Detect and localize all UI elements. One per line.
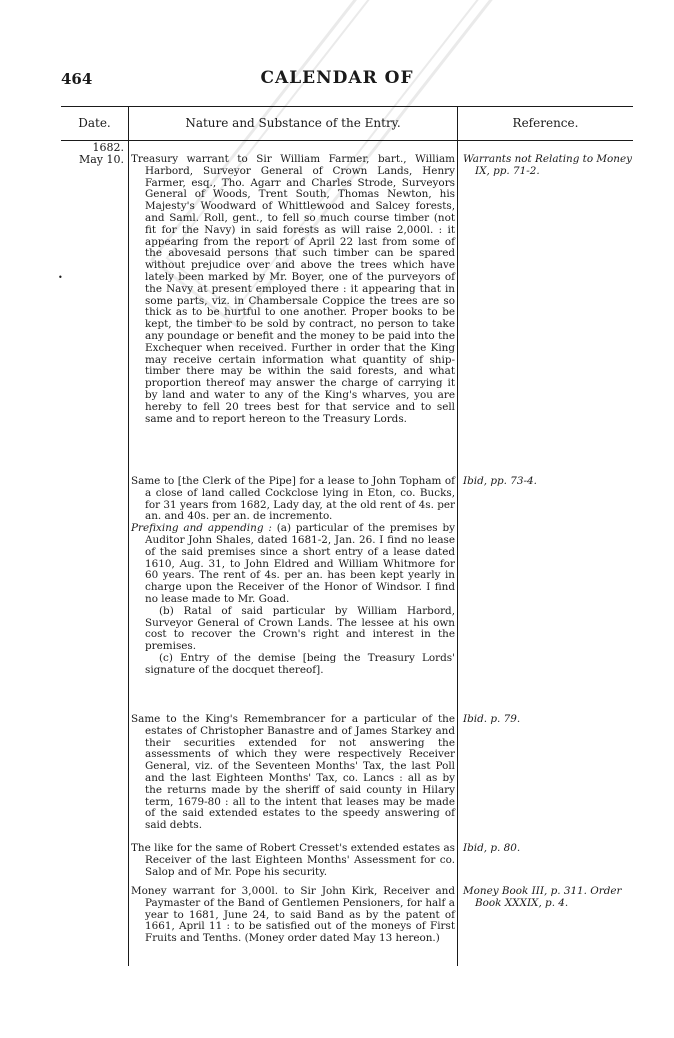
- reference-3: Ibid. p. 79.: [463, 713, 521, 725]
- running-head: CALENDAR OF: [260, 68, 414, 88]
- entry-2-prefix-a: (a) particular of the premises by Auditor John Shales, dated 1681-2, Jan. 26. I find no lease of the said premises since a short entry of a lease dated 1610, Aug. 31, to John Eldred and William Whitmore for 60 years. The rent of 4s. per an. has been kept yearly in charge upon the Receiver of the Honor of Windsor. I find no lease made to Mr. Goad.: [145, 522, 455, 605]
- reference-5: Money Book III, p. 311. Order Book XXXIX, p. 4.: [463, 885, 622, 909]
- entry-2-prefix: [131, 522, 455, 606]
- entry-2: [131, 476, 455, 677]
- entry-3-text: Same to the King's Remembrancer for a particular of the estates of Christopher Banastre and of James Starkey and their securities extended for not answering the assessments of which they were respectively Receiver General, viz. of the Seventeen Months' Tax, the last Poll and the last Eighteen Months' Tax, co. Lancs : all as by the returns made by the sheriff of said county in Hilary term, 1679-80 : all to the intent that leases may be made of the said extended estates to the speedy answering of said debts.: [131, 713, 455, 832]
- entry-1-text: Treasury warrant to Sir William Farmer, bart., William Harbord, Surveyor General of Crown Lands, Henry Farmer, esq., Tho. Agarr and Charles Strode, Surveyors General of Woods, Trent South, Thomas Newton, his Majesty's Woodward of Whittlewood and Salcey forests, and Saml. Roll, gent., to fell so much course timber (not fit for the Navy) in said forests as will raise 2,000l. : it appearing from the report of April 22 last from some of the abovesaid persons that such timber can be spared without prejudice over and above the trees which have lately been marked by Mr. Boyer, one of the purveyors of the Navy at present employed there : it appearing that in some parts, viz. in Chambersale Coppice the trees are so thick as to be hurtful to one another. Proper books to be kept, the timber to be sold by contract, no person to take any poundage or benefit and the money to be paid into the Exchequer when received. Further in order that the King may receive certain information what quantity of ship-timber there may be within the said forests, and what proportion thereof may answer the charge of carrying it by land and water to any of the King's wharves, you are hereby to fell 20 trees best for that service and to sell same and to report hereon to the Treasury Lords.: [131, 153, 455, 425]
- reference-2: Ibid, pp. 73-4.: [463, 475, 537, 487]
- table-top-rule: [61, 106, 633, 107]
- entry-2-prefix-c: (c) Entry of the demise [being the Treasury Lords' signature of the docquet thereof].: [145, 651, 455, 676]
- entry-5-text: Money warrant for 3,000l. to Sir John Kirk, Receiver and Paymaster of the Band of Gentlemen Pensioners, for half a year to 1681, June 24, to said Band as by the patent of 1661, April 11 : to be satisfied out of the moneys of First Fruits and Tenths. (Money order dated May 13 hereon.): [131, 885, 455, 945]
- reference-1: Warrants not Relating to Money IX, pp. 71-2.: [463, 153, 633, 177]
- entry-5: [131, 886, 455, 945]
- table-header-rule: [61, 140, 633, 141]
- date-cell: [64, 142, 124, 166]
- entry-1: [131, 154, 455, 425]
- margin-mark: •: [58, 273, 63, 282]
- entry-2-prefix-b: (b) Ratal of said particular by William Harbord, Surveyor General of Crown Lands. The lessee at his own cost to recover the Crown's right and interest in the premises.: [145, 604, 455, 653]
- date-year: 1682.: [92, 141, 124, 154]
- column-divider-reference: [457, 106, 458, 966]
- column-header-reference: Reference.: [512, 116, 579, 130]
- column-header-nature: Nature and Substance of the Entry.: [185, 116, 401, 130]
- date-day: May 10.: [78, 153, 124, 166]
- entry-2-prefix-label: Prefixing and appending :: [131, 522, 272, 535]
- page-number: 464: [61, 70, 93, 88]
- entry-3: [131, 714, 455, 832]
- entry-2-text: Same to [the Clerk of the Pipe] for a lease to John Topham of a close of land called Cockclose lying in Eton, co. Bucks, for 31 years from 1682, Lady day, at the old rent of 4s. per an. and 40s. per an. de incremento.: [131, 475, 455, 523]
- column-header-date: Date.: [78, 116, 111, 130]
- entry-4: [131, 843, 455, 878]
- reference-4: Ibid, p. 80.: [463, 842, 521, 854]
- column-divider-date: [128, 106, 129, 966]
- entry-4-text: The like for the same of Robert Cresset's extended estates as Receiver of the last Eighteen Months' Assessment for co. Salop and of Mr. Pope his security.: [131, 842, 455, 878]
